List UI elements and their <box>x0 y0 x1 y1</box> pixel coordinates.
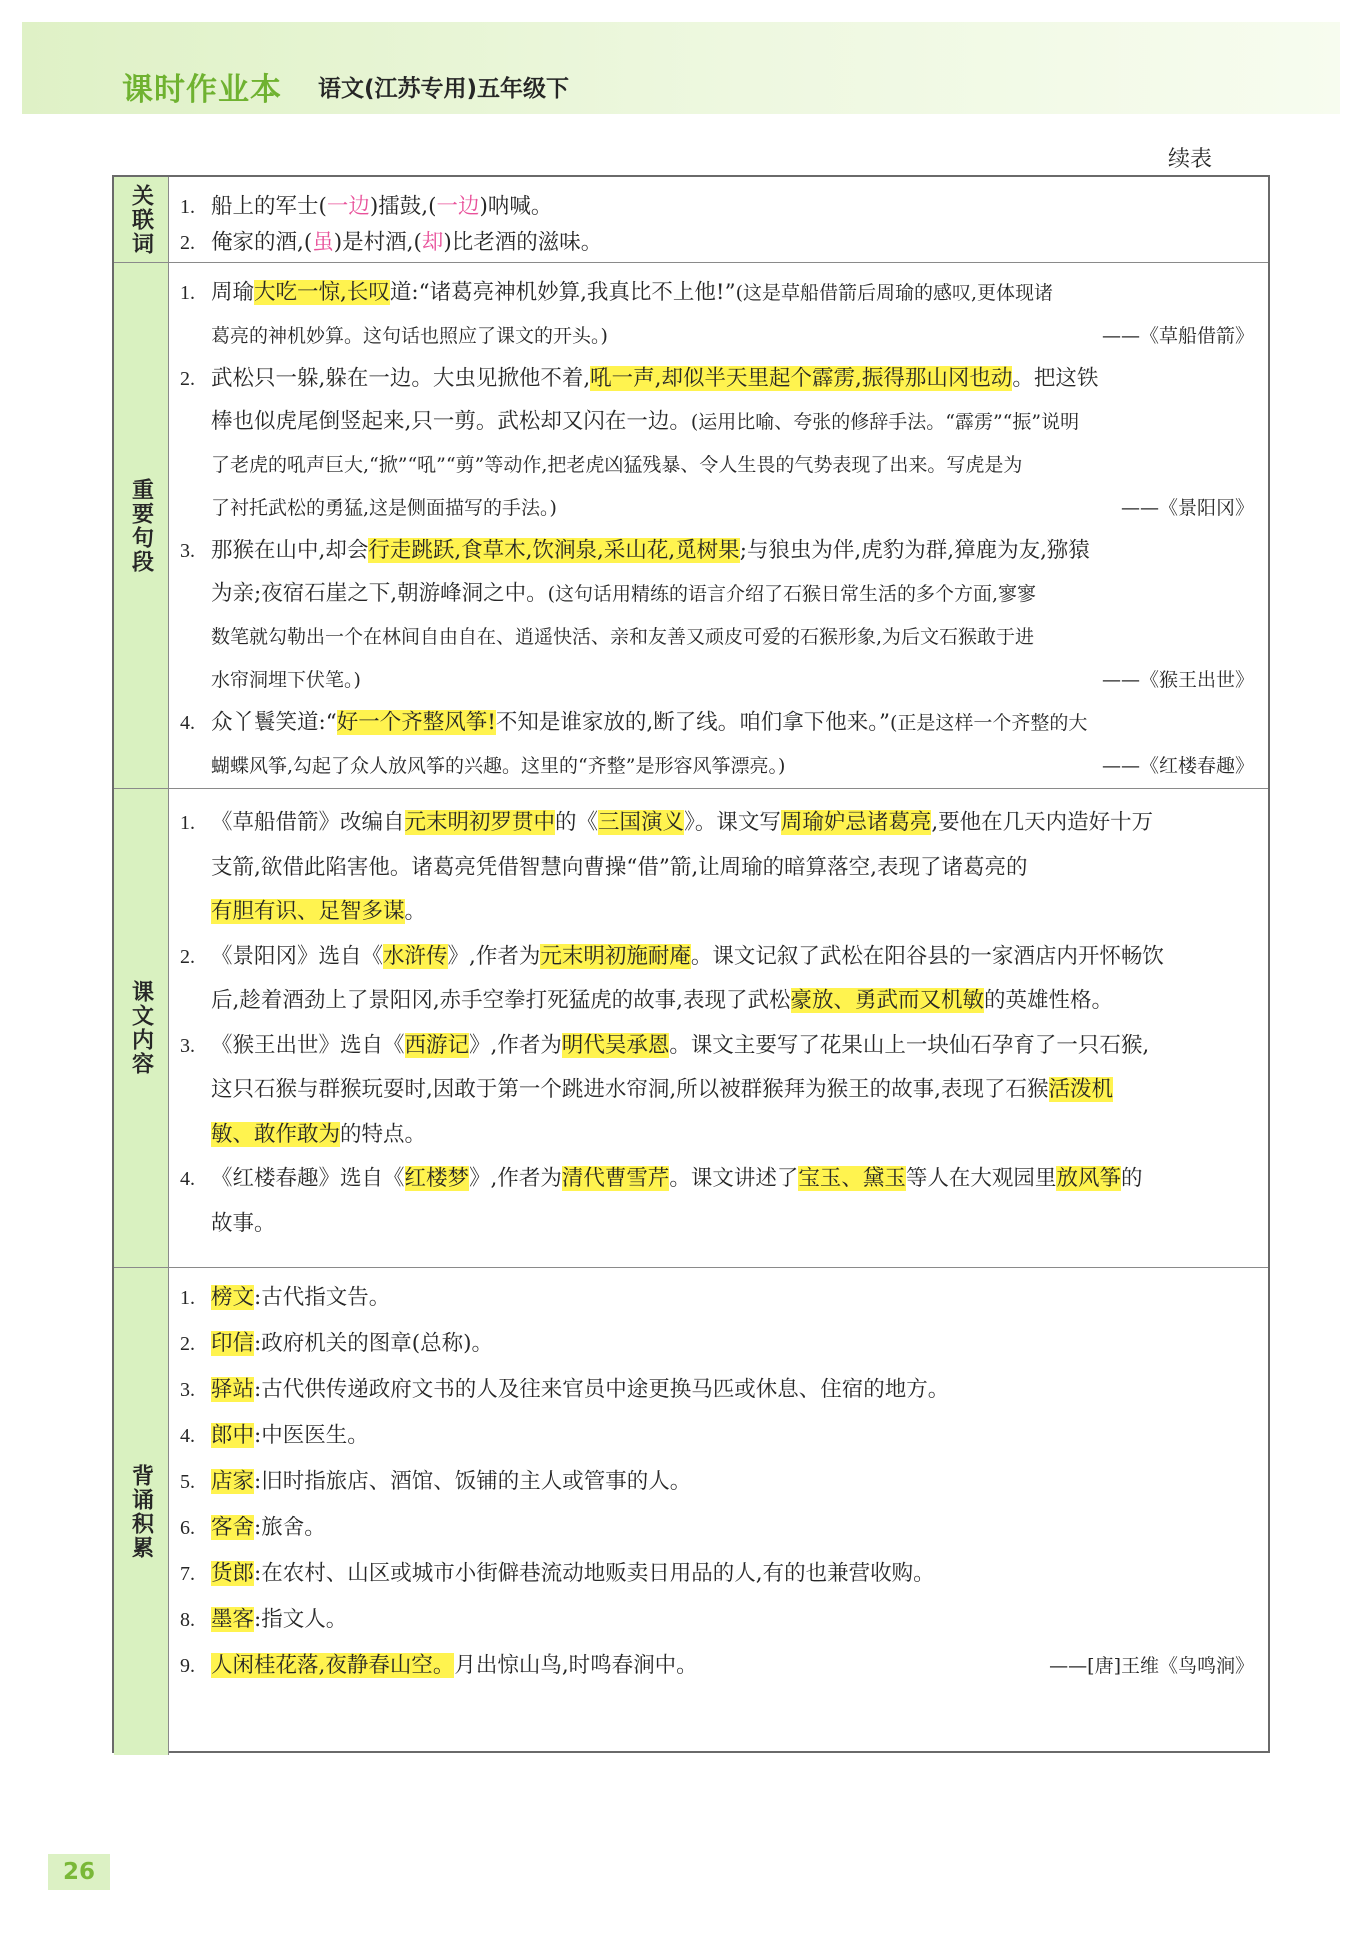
item-line <box>180 1414 1254 1458</box>
item-line <box>180 701 1254 745</box>
highlighted-answer: 吼一声,却似半天里起个霹雳,振得那山冈也动 <box>590 366 1013 391</box>
item-line <box>180 1598 1254 1642</box>
highlighted-answer: 行走跳跃,食草木,饮涧泉,采山花,觅树果 <box>368 538 740 563</box>
highlighted-answer: 敏、敢作敢为 <box>211 1121 341 1147</box>
item-text: 支箭,欲借此陷害他。诸葛亮凭借智慧向曹操“借”箭,让周瑜的暗算落空,表现了诸葛亮的 <box>211 854 1028 880</box>
highlighted-answer: 清代曹雪芹 <box>561 1166 670 1191</box>
item-text: :在农村、山区或城市小街僻巷流动地贩卖日用品的人,有的也兼营收购。 <box>254 1561 935 1586</box>
item-text: 》。课文写 <box>684 810 781 835</box>
continued-label: 续表 <box>1168 147 1213 172</box>
section-label-cell <box>114 263 169 788</box>
item-text: 。课文记叙了武松在阳谷县的一家酒店内开怀畅饮 <box>690 943 1164 969</box>
source-citation: ——《猴王出世》 <box>1101 669 1254 691</box>
section-recitation <box>114 1268 1268 1755</box>
highlighted-answer: 客舍 <box>211 1515 255 1540</box>
highlighted-answer: 榜文 <box>211 1285 255 1310</box>
item-number: 1. <box>180 282 195 304</box>
item-text: :政府机关的图章(总称)。 <box>254 1331 494 1356</box>
highlighted-answer: 郎中 <box>211 1423 255 1448</box>
highlighted-answer: 货郎 <box>211 1561 255 1586</box>
item-text: 。课文主要写了花果山上一块仙石孕育了一只石猴, <box>669 1032 1150 1058</box>
item-number: 2. <box>180 368 195 390</box>
item-number: 4. <box>180 1425 195 1447</box>
source-citation: ——[唐]王维《鸟鸣涧》 <box>1049 1655 1254 1677</box>
item-text: :中医医生。 <box>254 1423 369 1448</box>
highlighted-answer: 放风筝 <box>1056 1166 1121 1191</box>
item-number: 2. <box>180 1333 195 1355</box>
item-text: 。 <box>404 899 427 924</box>
item-text: ;与狼虫为伴,虎豹为群,獐鹿为友,猕猿 <box>739 538 1090 563</box>
item-text: 《猴王出世》选自《 <box>211 1032 405 1058</box>
item-line <box>180 1506 1254 1550</box>
section-label-cell <box>114 177 169 262</box>
item-text: 后,趁着酒劲上了景阳冈,赤手空拳打死猛虎的故事,表现了武松 <box>211 988 791 1013</box>
summary-table <box>112 175 1270 1753</box>
section-label: 关联词 <box>128 183 154 256</box>
item-text: :古代指文告。 <box>254 1285 391 1310</box>
item-text: 。把这铁 <box>1012 366 1099 391</box>
section-label: 重要句段 <box>128 477 154 574</box>
item-line-continued <box>180 443 1254 487</box>
source-citation: ——《景阳冈》 <box>1120 497 1254 519</box>
item-text: 不知是谁家放的,断了线。咱们拿下他来。” <box>495 710 890 735</box>
filled-answer: 虽 <box>312 230 334 255</box>
item-line <box>180 271 1254 315</box>
item-text: :旧时指旅店、酒馆、饭铺的主人或管事的人。 <box>254 1469 692 1494</box>
item-line <box>180 1024 1254 1068</box>
item-text: 为亲;夜宿石崖之下,朝游峰洞之中。 <box>211 581 548 606</box>
item-line-continued <box>180 314 1254 358</box>
item-number: 2. <box>180 232 195 254</box>
item-text: 》,作者为 <box>469 1166 562 1191</box>
annotation-text: 葛亮的神机妙算。这句话也照应了课文的开头。) <box>211 325 608 347</box>
section-label: 课文内容 <box>128 980 154 1076</box>
item-line <box>180 1644 1254 1688</box>
highlighted-answer: 豪放、勇武而又机敏 <box>790 988 985 1013</box>
highlighted-answer: 店家 <box>211 1469 255 1494</box>
item-number: 8. <box>180 1609 195 1631</box>
highlighted-answer: 三国演义 <box>598 810 685 835</box>
item-line-continued <box>180 615 1254 659</box>
item-line <box>180 935 1254 979</box>
item-text: :指文人。 <box>254 1607 348 1632</box>
item-text: 武松只一躲,躲在一边。大虫见掀他不着, <box>211 366 591 391</box>
item-line <box>180 1460 1254 1504</box>
highlighted-answer: 印信 <box>211 1331 255 1356</box>
item-number: 1. <box>180 1287 195 1309</box>
item-text: 俺家的酒,( <box>211 230 313 255</box>
annotation-text: 了衬托武松的勇猛,这是侧面描写的手法。) <box>211 497 557 519</box>
highlighted-answer: 宝玉、黛玉 <box>798 1166 906 1191</box>
source-citation: ——《草船借箭》 <box>1101 325 1254 347</box>
item-line-continued <box>180 890 1254 934</box>
section-label-cell <box>114 1268 169 1755</box>
annotation-text: 了老虎的吼声巨大,“掀”“吼”“剪”等动作,把老虎凶猛残暴、令人生畏的气势表现了出来。写虎是为 <box>211 454 1023 476</box>
item-line-continued <box>180 400 1254 444</box>
item-number: 3. <box>180 1034 195 1057</box>
item-line <box>180 801 1254 845</box>
item-line <box>180 1322 1254 1366</box>
subject-title: 语文(江苏专用)五年级下 <box>318 76 570 102</box>
section-text-content <box>114 789 1268 1268</box>
item-text: 的英雄性格。 <box>984 988 1114 1013</box>
annotation-text: 数笔就勾勒出一个在林间自由自在、逍遥快活、亲和友善又顽皮可爱的石猴形象,为后文石猴敢于进 <box>211 626 1035 648</box>
item-text: )比老酒的滋味。 <box>443 230 603 255</box>
item-text: 《红楼春趣》选自《 <box>211 1166 405 1191</box>
annotation-text: (这句话用精练的语言介绍了石猴日常生活的多个方面,寥寥 <box>547 583 1037 605</box>
item-text: 月出惊山鸟,时鸣春涧中。 <box>454 1653 698 1678</box>
highlighted-answer: 元末明初施耐庵 <box>540 943 691 969</box>
item-number: 5. <box>180 1471 195 1493</box>
highlighted-answer: 红楼梦 <box>404 1166 470 1191</box>
item-line-continued <box>180 658 1254 702</box>
item-number: 2. <box>180 945 195 968</box>
item-number: 4. <box>180 1168 195 1190</box>
highlighted-answer: 好一个齐整风筝! <box>336 710 496 735</box>
item-text: )是村酒,( <box>333 230 422 255</box>
highlighted-answer: 西游记 <box>404 1032 470 1058</box>
item-number: 7. <box>180 1563 195 1585</box>
item-text: :古代供传递政府文书的人及往来官员中途更换马匹或休息、住宿的地方。 <box>254 1377 950 1402</box>
item-number: 3. <box>180 1379 195 1401</box>
annotation-text: (正是这样一个齐整的大 <box>889 712 1088 734</box>
item-line <box>180 357 1254 401</box>
item-text: 棒也似虎尾倒竖起来,只一剪。武松却又闪在一边。 <box>211 409 691 434</box>
item-text: 故事。 <box>211 1210 276 1236</box>
item-text: ,要他在几天内造好十万 <box>931 810 1154 835</box>
highlighted-answer: 明代吴承恩 <box>561 1032 670 1058</box>
annotation-text: (运用比喻、夸张的修辞手法。“霹雳”“振”说明 <box>690 411 1080 433</box>
item-number: 1. <box>180 812 195 834</box>
item-number: 1. <box>180 196 195 218</box>
item-text: 《景阳冈》选自《 <box>211 943 384 969</box>
item-line <box>180 1552 1254 1596</box>
annotation-text: (这是草船借箭后周瑜的感叹,更体现诸 <box>735 282 1054 304</box>
item-line-continued <box>180 486 1254 530</box>
filled-answer: 一边 <box>436 194 480 219</box>
item-line-continued <box>180 572 1254 616</box>
item-text: 的《 <box>555 810 599 835</box>
item-number: 4. <box>180 712 195 734</box>
highlighted-answer: 元末明初罗贯中 <box>404 810 556 835</box>
highlighted-answer: 大吃一惊,长叹 <box>254 280 390 305</box>
highlighted-answer: 墨客 <box>211 1607 255 1632</box>
item-text: :旅舍。 <box>254 1515 326 1540</box>
highlighted-answer: 活泼机 <box>1048 1077 1114 1102</box>
highlighted-answer: 水浒传 <box>383 943 448 969</box>
item-text: 》,作者为 <box>447 943 541 969</box>
item-text: 那猴在山中,却会 <box>211 538 369 563</box>
item-text: 这只石猴与群猴玩耍时,因敢于第一个跳进水帘洞,所以被群猴拜为猴王的故事,表现了石猴 <box>211 1077 1049 1102</box>
item-line <box>180 1157 1254 1201</box>
item-line-continued <box>180 979 1254 1023</box>
item-line-continued <box>180 744 1254 788</box>
item-line <box>180 1276 1254 1320</box>
item-line-continued <box>180 1068 1254 1112</box>
item-text: )呐喊。 <box>479 194 553 219</box>
item-line <box>180 1368 1254 1412</box>
item-text: 船上的军士( <box>211 194 327 219</box>
highlighted-answer: 驿站 <box>211 1377 255 1402</box>
item-number: 3. <box>180 540 195 562</box>
item-text: )擂鼓,( <box>369 194 437 219</box>
item-line-continued <box>180 1202 1254 1246</box>
highlighted-answer: 有胆有识、足智多谋 <box>211 899 405 924</box>
item-text: 道:“诸葛亮神机妙算,我真比不上他!” <box>389 280 736 305</box>
item-number: 6. <box>180 1517 195 1539</box>
section-label-cell <box>114 789 169 1267</box>
page-number: 26 <box>48 1854 110 1890</box>
section-connectives <box>114 177 1268 263</box>
section-label: 背诵积累 <box>128 1463 154 1560</box>
item-line <box>180 529 1254 573</box>
item-line-continued <box>180 1113 1254 1157</box>
item-text: 周瑜 <box>211 280 255 305</box>
item-text: 众丫鬟笑道:“ <box>211 710 337 735</box>
item-text: 》,作者为 <box>469 1032 562 1058</box>
item-line <box>180 221 1254 265</box>
annotation-text: 蝴蝶风筝,勾起了众人放风筝的兴趣。这里的“齐整”是形容风筝漂亮。) <box>211 755 786 777</box>
item-line-continued <box>180 846 1254 890</box>
filled-answer: 却 <box>421 230 444 255</box>
section-key-sentences <box>114 263 1268 789</box>
highlighted-answer: 人闲桂花落,夜静春山空。 <box>211 1653 455 1678</box>
item-text: 的 <box>1120 1166 1143 1191</box>
item-text: 《草船借箭》改编自 <box>211 810 405 835</box>
filled-answer: 一边 <box>326 194 370 219</box>
item-text: 的特点。 <box>340 1121 427 1147</box>
annotation-text: 水帘洞埋下伏笔。) <box>211 669 361 691</box>
highlighted-answer: 周瑜妒忌诸葛亮 <box>780 810 932 835</box>
item-number: 9. <box>180 1655 195 1677</box>
series-title: 课时作业本 <box>122 72 282 108</box>
source-citation: ——《红楼春趣》 <box>1101 755 1254 777</box>
item-text: 。课文讲述了 <box>669 1166 799 1191</box>
item-text: 等人在大观园里 <box>905 1166 1057 1191</box>
